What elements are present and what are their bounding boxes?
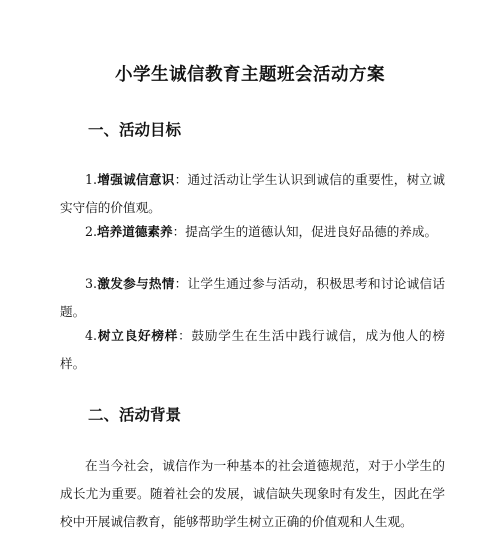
goal-item-3: 3.激发参与热情：让学生通过参与活动，积极思考和讨论诚信话题。 <box>60 276 446 319</box>
goal-item-4: 4.树立良好榜样：鼓励学生在生活中践行诚信，成为他人的榜样。 <box>60 328 446 371</box>
goal-item-2: 2.培养道德素养：提高学生的道德认知，促进良好品德的养成。 <box>85 224 438 239</box>
section-heading-background: 二、活动背景 <box>88 406 182 424</box>
goal-item-1: 1.增强诚信意识：通过活动让学生认识到诚信的重要性，树立诚实守信的价值观。 <box>60 172 446 215</box>
section-heading-goals: 一、活动目标 <box>88 121 182 139</box>
goal-item-3-label: 激发参与热情 <box>97 276 175 291</box>
background-paragraph: 在当今社会，诚信作为一种基本的社会道德规范，对于小学生的成长尤为重要。随着社会的发展，诚信缺失现象时有发生，因此在学校中开展诚信教育，能够帮助学生树立正确的价值观和人生观。 <box>60 458 445 529</box>
goal-item-4-label: 树立良好榜样 <box>97 328 179 343</box>
goal-item-1-label: 增强诚信意识 <box>97 172 175 187</box>
document-title: 小学生诚信教育主题班会活动方案 <box>115 65 385 85</box>
goal-item-2-label: 培养道德素养 <box>97 224 173 239</box>
